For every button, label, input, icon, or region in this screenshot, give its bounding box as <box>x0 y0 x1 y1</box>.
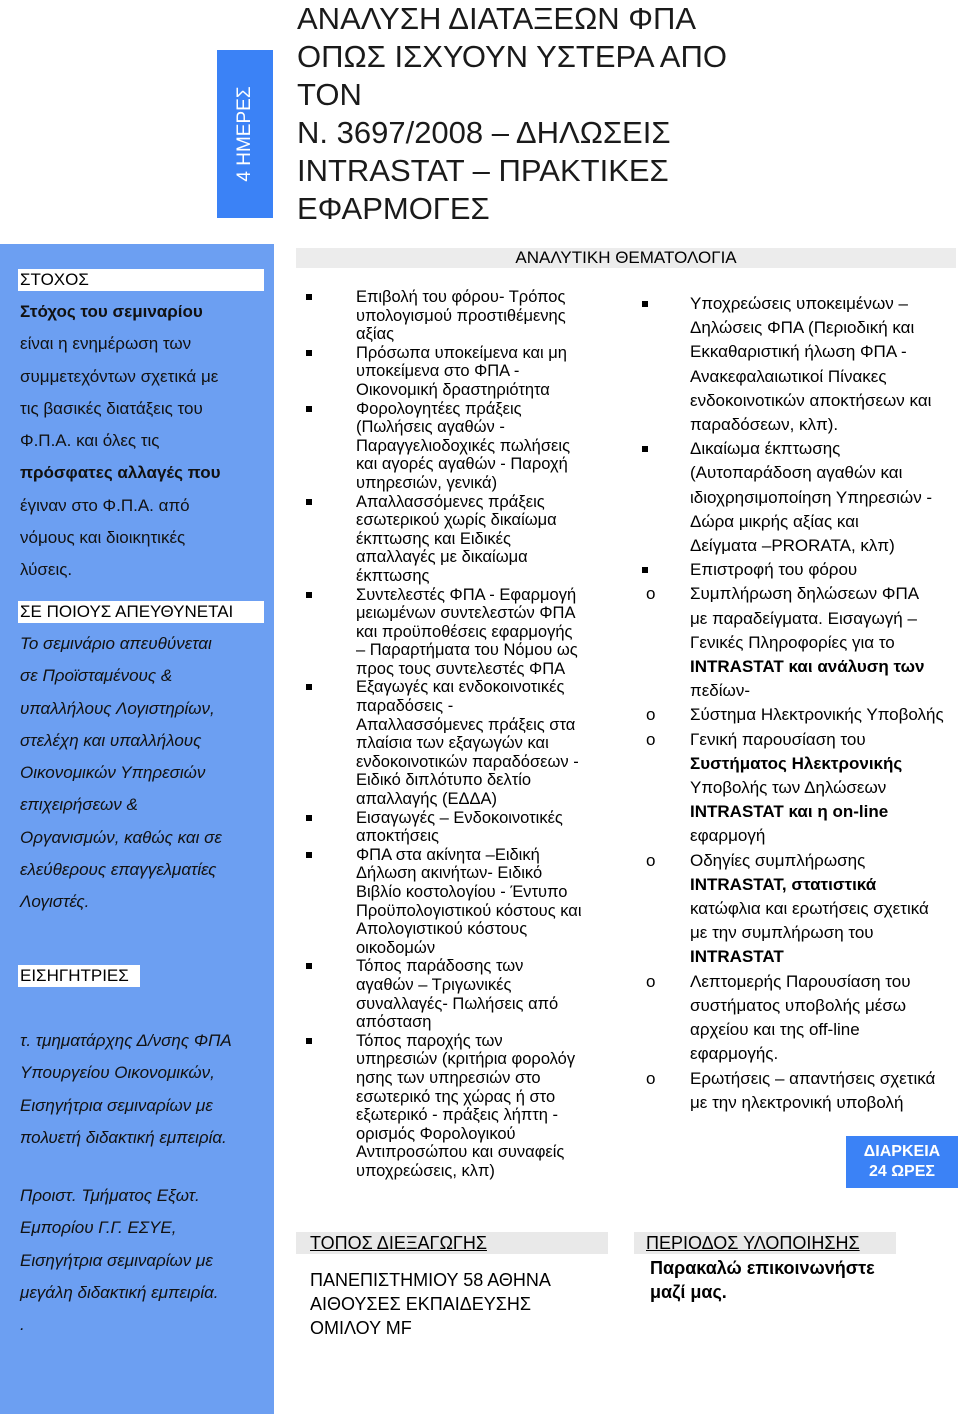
topic-item <box>646 582 960 703</box>
topic-line: ΦΠΑ στα ακίνητα –Ειδική <box>356 845 540 864</box>
topic-line: Ερωτήσεις – απαντήσεις σχετικά <box>690 1068 936 1088</box>
topic-line: INTRASTAT και ανάλυση των <box>690 657 925 677</box>
square-bullet-icon <box>306 350 312 356</box>
audience-line: επιχειρήσεων & <box>20 795 138 815</box>
topic-line: αποκτήσεις <box>356 827 439 846</box>
topic-line: Υποβολής των Δηλώσεων <box>690 778 887 798</box>
topic-line: Δικαίωμα έκπτωσης <box>690 439 841 459</box>
duration-box <box>846 1136 958 1188</box>
topic-line: αξίας <box>356 325 395 344</box>
topic-line: Απαλλασσόμενες πράξεις στα <box>356 715 576 734</box>
speaker-line: μεγάλη διδακτική εμπειρία. <box>20 1283 219 1303</box>
topic-line: INTRASTAT και η on-line <box>690 802 889 822</box>
duration-label: ΔΙΑΡΚΕΙΑ <box>863 1143 941 1160</box>
speaker-line: πολυετή διδακτική εμπειρία. <box>20 1127 227 1147</box>
goal-line: έγιναν στο Φ.Π.Α. από <box>20 495 190 515</box>
days-label: 4 ΗΜΕΡΕΣ <box>234 86 255 182</box>
speaker-line <box>20 1154 265 1180</box>
topic-line: Δώρα μικρής αξίας και <box>690 511 859 531</box>
topic-line: πεδίων- <box>690 681 750 701</box>
topic-line: με την συμπλήρωση του <box>690 923 874 943</box>
topic-line: Συμπλήρωση δηλώσεων ΦΠΑ <box>690 584 920 604</box>
speakers-text <box>20 1025 265 1342</box>
topic-line: Επιστροφή του φόρου <box>690 560 858 580</box>
speaker-line: τ. τμηματάρχης Δ/νσης ΦΠΑ <box>20 1031 232 1050</box>
circle-bullet-icon: o <box>646 584 656 604</box>
topic-line: ενδοκοινοτικών αποκτήσεων και <box>690 390 932 410</box>
audience-line: Οικονομικών Υπηρεσιών <box>20 763 206 783</box>
topic-item <box>356 344 626 400</box>
topic-item <box>646 728 960 849</box>
topic-line: με παραδείγματα. Εισαγωγή – <box>690 608 917 628</box>
topic-line: συναλλαγές- Πωλήσεις από <box>356 994 559 1013</box>
topic-line: INTRASTAT, στατιστικά <box>690 874 877 894</box>
topic-line: μειωμένων συντελεστών ΦΠΑ <box>356 604 576 623</box>
speaker-line: . <box>20 1315 25 1335</box>
goal-text <box>20 296 265 587</box>
topic-item <box>690 558 960 582</box>
square-bullet-icon <box>306 1038 312 1044</box>
topic-line: Εξαγωγές και ενδοκοινοτικές <box>356 678 565 697</box>
topic-item <box>356 288 626 344</box>
topic-line: εξωτερικό - πράξεις λήπτη - <box>356 1106 559 1125</box>
topic-item <box>646 1067 960 1115</box>
circle-bullet-icon: o <box>646 729 656 749</box>
topic-line: ησης των υπηρεσιών στο <box>356 1068 541 1087</box>
topic-item <box>356 957 626 1031</box>
topic-line: Παραγγελιοδοχικές πωλήσεις <box>356 436 571 455</box>
info-sidebar <box>0 244 274 1414</box>
topic-item <box>646 849 960 970</box>
venue-heading: ΤΟΠΟΣ ΔΙΕΞΑΓΩΓΗΣ <box>296 1232 608 1254</box>
audience-text <box>20 628 265 919</box>
venue-text <box>310 1268 551 1340</box>
goal-line: τις βασικές διατάξεις του <box>20 398 203 418</box>
topic-line: απαλλαγές με δικαίωμα <box>356 548 528 567</box>
topic-item <box>356 493 626 586</box>
topic-line: Δείγματα –PRORATA, κλπ) <box>690 536 895 556</box>
goal-line: πρόσφατες αλλαγές που <box>20 463 221 483</box>
square-bullet-icon <box>642 567 648 573</box>
topics-left-column <box>356 288 626 1181</box>
topic-item <box>646 703 960 727</box>
topic-line: υπηρεσιών (κριτήρια φορολόγ <box>356 1050 576 1069</box>
speakers-heading: ΕΙΣΗΓΗΤΡΙΕΣ <box>18 965 140 987</box>
venue-line: ΠΑΝΕΠΙΣΤΗΜΙΟΥ 58 ΑΘΗΝΑ <box>310 1270 551 1290</box>
topic-item <box>356 678 626 808</box>
topic-line: Αντιπροσώπου και συναφείς <box>356 1143 565 1162</box>
topic-line: εσωτερικό της χώρας ή στο <box>356 1087 556 1106</box>
title-line: ΑΝΑΛΥΣΗ ΔΙΑΤΑΞΕΩΝ ΦΠΑ <box>297 1 697 36</box>
topic-item <box>356 586 626 679</box>
topic-line: Γενική παρουσίαση του <box>690 729 866 749</box>
goal-line: συμμετεχόντων σχετικά με <box>20 366 219 386</box>
topic-line: (Πωλήσεις αγαθών - <box>356 418 505 437</box>
duration-hours: 24 ΩΡΕΣ <box>868 1163 935 1180</box>
speaker-line: Προιστ. Τμήματος Εξωτ. <box>20 1186 200 1206</box>
circle-bullet-icon: o <box>646 1068 656 1088</box>
topic-line: οικοδομών <box>356 938 436 957</box>
topics-heading-bar <box>296 248 956 268</box>
period-line: μαζί μας. <box>650 1282 727 1302</box>
title-line: ΕΦΑΡΜΟΓΕΣ <box>297 191 490 226</box>
goal-line: λύσεις. <box>20 560 73 580</box>
square-bullet-icon <box>306 815 312 821</box>
title-line: INTRASTAT – ΠΡΑΚΤΙΚΕΣ <box>297 153 669 188</box>
topic-line: (Αυτοπαράδοση αγαθών και <box>690 463 903 483</box>
topic-line: Βιβλίο κοστολογίου - Έντυπο <box>356 883 568 901</box>
topic-line: προς τους συντελεστές ΦΠΑ <box>356 659 566 678</box>
audience-line: Λογιστές. <box>20 892 90 912</box>
title-line: Ν. 3697/2008 – ΔΗΛΩΣΕΙΣ <box>297 115 671 150</box>
period-text <box>650 1256 875 1304</box>
topic-line: ενδοκοινοτικών παραδόσεων - <box>356 752 579 771</box>
square-bullet-icon <box>306 852 312 858</box>
title-line: ΟΠΩΣ ΙΣΧΥΟΥΝ ΥΣΤΕΡΑ ΑΠΟ <box>297 39 727 74</box>
goal-line: είναι η ενημέρωση των <box>20 334 192 354</box>
topic-line: Εισαγωγές – Ενδοκοινοτικές <box>356 808 563 827</box>
topic-line: Ειδικό διπλότυπο δελτίο <box>356 771 532 790</box>
audience-line: Οργανισμών, καθώς και σε <box>20 827 222 847</box>
audience-line: στελέχη και υπαλλήλους <box>20 730 202 750</box>
topic-line: συστήματος υποβολής μέσω <box>690 995 907 1015</box>
topic-line: και αγορές αγαθών - Παροχή <box>356 455 568 474</box>
topic-line: εφαρμογής. <box>690 1044 779 1064</box>
circle-bullet-icon: o <box>646 850 656 870</box>
topic-line: Συντελεστές ΦΠΑ - Εφαρμογή <box>356 585 577 604</box>
circle-bullet-icon: o <box>646 971 656 991</box>
goal-heading: ΣΤΟΧΟΣ <box>18 269 264 291</box>
square-bullet-icon <box>642 301 648 307</box>
goal-line: Στόχος του σεμιναρίου <box>20 302 203 321</box>
period-box <box>634 1222 956 1362</box>
topic-line: έκπτωσης και Ειδικές <box>356 529 511 548</box>
topic-line: εσωτερικού χωρίς δικαίωμα <box>356 511 557 530</box>
topic-line: με την ηλεκτρονική υποβολή <box>690 1092 904 1112</box>
topic-line: έκπτωσης <box>356 566 430 585</box>
topic-line: Επιβολή του φόρου- Τρόπος <box>356 288 566 306</box>
venue-line: ΟΜΙΛΟΥ MF <box>310 1318 412 1338</box>
venue-line: ΑΙΘΟΥΣΕΣ ΕΚΠΑΙΔΕΥΣΗΣ <box>310 1294 532 1314</box>
topic-line: πλαίσια των εξαγωγών και <box>356 734 549 753</box>
topic-item <box>356 846 626 958</box>
topic-line: υπηρεσιών, γενικά) <box>356 473 498 492</box>
audience-line: ελεύθερους επαγγελματίες <box>20 860 217 880</box>
square-bullet-icon <box>306 684 312 690</box>
duration-days-badge <box>217 50 273 218</box>
topic-item <box>690 437 960 558</box>
topics-right-column <box>646 292 960 1115</box>
topic-line: Δήλωση ακινήτων- Ειδικό <box>356 864 543 883</box>
topic-line: Ανακεφαλαιωτικοί Πίνακες <box>690 366 887 386</box>
topic-line: απαλλαγής (ΕΔΔΑ) <box>356 790 498 809</box>
topic-line: ορισμός Φορολογικού <box>356 1124 516 1143</box>
topic-item <box>356 400 626 493</box>
circle-bullet-icon: o <box>646 705 656 725</box>
square-bullet-icon <box>306 963 312 969</box>
period-heading: ΠΕΡΙΟΔΟΣ ΥΛΟΠΟΙΗΣΗΣ <box>634 1232 896 1254</box>
topic-line: Απαλλασσόμενες πράξεις <box>356 492 545 511</box>
topics-heading: ΑΝΑΛΥΤΙΚΗ ΘΕΜΑΤΟΛΟΓΙΑ <box>515 248 737 267</box>
topic-line: Συστήματος Ηλεκτρονικής <box>690 753 903 773</box>
topic-line: Οδηγίες συμπλήρωσης <box>690 850 866 870</box>
goal-line: Φ.Π.Α. και όλες τις <box>20 431 160 451</box>
topic-line: Φορολογητέες πράξεις <box>356 399 522 418</box>
square-bullet-icon <box>306 499 312 505</box>
topic-line: παραδόσεις - <box>356 697 454 716</box>
speaker-line: Υπουργείου Οικονομικών, <box>20 1063 215 1083</box>
topic-line: Δηλώσεις ΦΠΑ (Περιοδική και <box>690 318 915 338</box>
square-bullet-icon <box>306 592 312 598</box>
topic-line: Σύστημα Ηλεκτρονικής Υποβολής <box>690 705 944 725</box>
topic-line: Τόπος παροχής των <box>356 1031 503 1050</box>
title-line: ΤΟΝ <box>297 77 362 112</box>
topic-line: υποκείμενα στο ΦΠΑ - <box>356 362 520 381</box>
topic-line: απόσταση <box>356 1013 432 1032</box>
topic-line: Οικονομική δραστηριότητα <box>356 380 550 399</box>
square-bullet-icon <box>306 294 312 300</box>
audience-line: Το σεμινάριο απευθύνεται <box>20 634 212 653</box>
topic-line: Πρόσωπα υποκείμενα και μη <box>356 343 567 362</box>
topic-line: – Παραρτήματα του Νόμου ως <box>356 641 578 660</box>
speaker-line: Εισηγήτρια σεμιναρίων με <box>20 1095 213 1115</box>
audience-line: σε Προϊσταμένους & <box>20 666 173 686</box>
topic-line: ιδιοχρησιμοποίηση Υπηρεσιών - <box>690 487 933 507</box>
topic-line: υποχρεώσεις, κλπ) <box>356 1161 495 1180</box>
topic-line: παραδόσεων, κλπ). <box>690 415 839 435</box>
topic-line: INTRASTAT <box>690 947 784 967</box>
square-bullet-icon <box>642 446 648 452</box>
topic-line: υπολογισμού προστιθέμενης <box>356 306 566 325</box>
audience-line: υπαλλήλους Λογιστηρίων, <box>20 698 215 718</box>
topic-item <box>356 809 626 846</box>
page-title <box>297 0 957 228</box>
topic-item <box>646 970 960 1067</box>
topic-line: Υποχρεώσεις υποκειμένων – <box>690 294 908 313</box>
topic-line: Απολογιστικού κόστους <box>356 920 528 939</box>
topic-item <box>690 292 960 437</box>
topic-line: Εκκαθαριστική ήλωση ΦΠΑ - <box>690 342 907 362</box>
topic-line: Προϋπολογιστικού κόστους και <box>356 901 582 920</box>
goal-line: νόμους και διοικητικές <box>20 528 186 548</box>
venue-box <box>296 1222 616 1362</box>
topic-line: και προϋποθέσεις εφαρμογής <box>356 622 573 641</box>
topic-line: Τόπος παράδοσης των <box>356 957 524 976</box>
topic-item <box>356 1032 626 1181</box>
topic-line: εφαρμογή <box>690 826 766 846</box>
speaker-line: Εμπορίου Γ.Γ. ΕΣΥΕ, <box>20 1218 177 1238</box>
topic-line: αρχείου και της off-line <box>690 1020 860 1040</box>
audience-heading: ΣΕ ΠΟΙΟΥΣ ΑΠΕΥΘΥΝΕΤΑΙ <box>18 601 264 623</box>
topic-line: Γενικές Πληροφορίες για το <box>690 632 895 652</box>
square-bullet-icon <box>306 406 312 412</box>
topic-line: αγαθών – Τριγωνικές <box>356 975 512 994</box>
speaker-line: Εισηγήτρια σεμιναρίων με <box>20 1250 213 1270</box>
topic-line: Λεπτομερής Παρουσίαση του <box>690 971 911 991</box>
topic-line: κατώφλια και ερωτήσεις σχετικά <box>690 899 929 919</box>
period-line: Παρακαλώ επικοινωνήστε <box>650 1258 875 1278</box>
